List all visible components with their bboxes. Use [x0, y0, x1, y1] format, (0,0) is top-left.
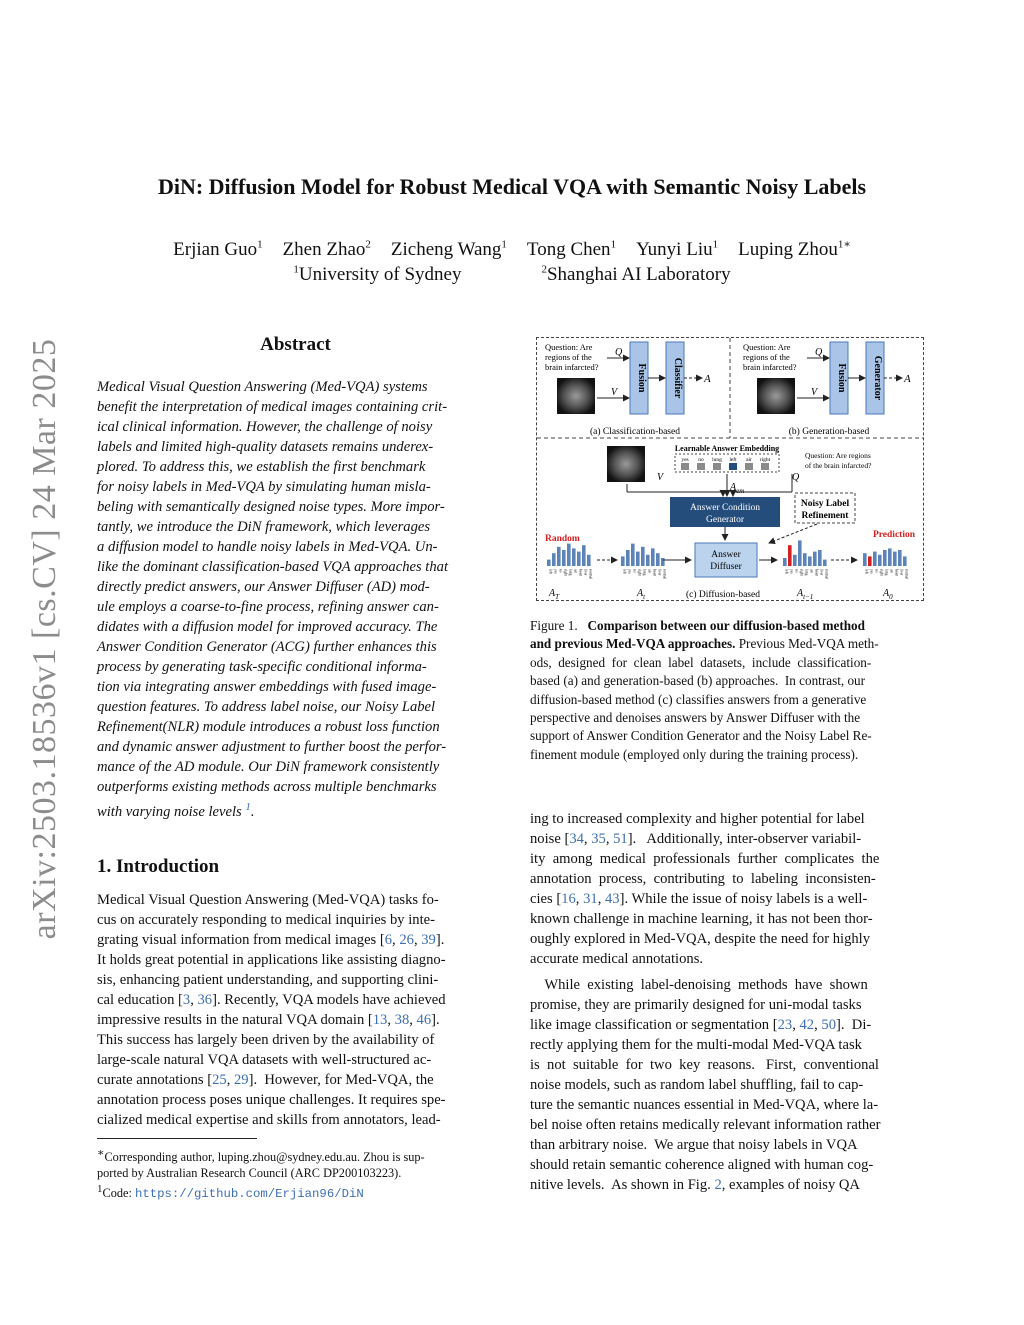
histogram-bar [793, 555, 797, 566]
histogram-bar-label: lung [884, 569, 889, 576]
panel-c-atminus1-symbol: $A_{t-1}$ [797, 588, 814, 600]
introduction-heading: 1. Introduction [97, 856, 220, 877]
panel-b-question-3: brain infarcted? [743, 362, 797, 372]
introduction-line: cal education [3, 36]. Recently, VQA models have achieved [97, 992, 446, 1008]
citation-link[interactable]: 25 [212, 1072, 227, 1088]
abstract-line: beling with semantically designed noise types. More impor- [97, 499, 445, 515]
histogram-bar [636, 552, 640, 566]
citation-link[interactable]: 42 [799, 1017, 815, 1033]
histogram-bar [898, 550, 902, 566]
panel-c-ad-label-1: Answer [711, 550, 741, 560]
author-3: Zicheng Wang$^1$ [390, 239, 507, 261]
panel-a-question-1: Question: Are [545, 342, 593, 352]
panel-c-embedding-title: Learnable Answer Embedding [674, 444, 780, 453]
histogram-bar [803, 553, 807, 566]
right-column-line: like image classification or segmentation [23, 42, 50]. Di- [530, 1017, 872, 1033]
right-column-line: rectly applying them for the multi-modal Med-VQA task [530, 1037, 862, 1053]
histogram-bar-label: right [879, 569, 884, 576]
histogram-bar-label: lung [642, 569, 647, 576]
histogram-bar-label: left [864, 569, 869, 574]
citation-link[interactable]: 23 [777, 1017, 793, 1033]
citation-link[interactable]: 16 [561, 891, 576, 907]
histogram-bar-label: normal [588, 569, 593, 580]
right-column-line: noise models, such as random label shuffling, fail to cap- [530, 1077, 864, 1093]
author-1: Erjian Guo$^1$ [173, 239, 263, 261]
abstract-line: process by generating task-specific conditional informa- [97, 659, 427, 675]
histogram-bar-label: no [874, 569, 879, 573]
abstract-line: ical clinical information. However, the challenge of noisy [97, 419, 433, 435]
right-column-line: noise [34, 35, 51]. Additionally, inter-observer variabil- [530, 831, 862, 847]
histogram-bar-label: normal [904, 569, 909, 580]
paper-title: DiN: Diffusion Model for Robust Medical VQA with Semantic Noisy Labels [157, 174, 867, 199]
right-column-line: ture the semantic nuances essential in Med-VQA, where la- [530, 1097, 879, 1113]
histogram-bar [631, 544, 635, 566]
abstract-line: like the dominant classification-based VQA approaches that [97, 559, 449, 575]
histogram-bar [567, 544, 571, 566]
panel-c-bars-xt1 [783, 540, 829, 579]
abstract-line: Medical Visual Question Answering (Med-VQA) systems [97, 379, 428, 395]
histogram-bar [547, 560, 551, 566]
abstract-last-line: with varying noise levels $^1$. [97, 801, 255, 820]
citation-link[interactable]: 38 [394, 1012, 410, 1028]
arxiv-identifier: arXiv:2503.18536v1 [cs.CV] 24 Mar 2025 [26, 338, 63, 940]
author-4: Tong Chen$^1$ [526, 239, 617, 261]
histogram-bar [868, 556, 872, 566]
figure-1-caption [530, 617, 879, 764]
abstract-line: mance of the AD module. Our DiN framework consistently [97, 759, 440, 775]
panel-a-v-symbol: V [611, 387, 618, 398]
figure-1 [536, 337, 924, 601]
right-column-line: ity among medical professionals further complicates the [530, 851, 880, 867]
panel-a-question-2: regions of the [545, 352, 592, 362]
histogram-bar-label: heart [894, 569, 899, 577]
histogram-bar-label: no [558, 569, 563, 573]
author-5: Yunyi Liu$^1$ [636, 239, 719, 261]
panel-c-embedding-cells [681, 456, 771, 470]
histogram-bar [798, 540, 802, 566]
histogram-bar [813, 552, 817, 566]
histogram-bar-label: air [889, 569, 894, 573]
introduction-line: cus on accurately responding to medical inquiries by inte- [97, 912, 435, 928]
histogram-bar [788, 545, 792, 566]
introduction-line: sis, enhancing patient understanding, and supporting clini- [97, 972, 439, 988]
affiliation-list [0, 264, 1024, 286]
panel-c-bars-xt [621, 544, 667, 580]
histogram-bar-label: liver [583, 569, 588, 576]
citation-link[interactable]: 3 [182, 992, 191, 1008]
introduction-line: Medical Visual Question Answering (Med-VQA) tasks fo- [97, 892, 439, 908]
panel-b-generator-label: Generator [872, 355, 883, 401]
histogram-bar [562, 550, 566, 566]
citation-link[interactable]: 46 [416, 1012, 432, 1028]
panel-c [545, 444, 916, 600]
citation-link[interactable]: 29 [233, 1072, 249, 1088]
citation-link[interactable]: 39 [421, 932, 436, 948]
right-column-line: ing to increased complexity and higher potential for label [530, 811, 865, 827]
abstract-line: outperforms existing methods across multiple benchmarks [97, 779, 437, 795]
right-column-line: promise, they are primarily designed for uni-modal tasks [530, 997, 862, 1013]
histogram-bar-label: right [637, 569, 642, 576]
histogram-bar [572, 548, 576, 566]
histogram-bar [587, 555, 591, 566]
abstract-line: ule employs a coarse-to-fine process, refining answer can- [97, 599, 439, 615]
footnote-code [97, 1181, 425, 1202]
panel-c-question-2: of the brain infarcted? [805, 461, 872, 470]
introduction-line: This success has largely been driven by the availability of [97, 1032, 435, 1048]
caption-line: finement module (employed only during the training process). [530, 746, 859, 762]
embedding-word: lung [712, 457, 722, 463]
histogram-bar [883, 550, 887, 566]
footnote-code-label: Code: [102, 1186, 135, 1201]
panel-c-random-label: Random [545, 534, 580, 544]
caption-line: and previous Med-VQA approaches. Previous Med-VQA meth- [530, 636, 879, 652]
panel-c-at-symbol: $A_T$ [549, 588, 560, 600]
histogram-bar-label: yes [869, 569, 874, 574]
embedding-cell [729, 463, 737, 470]
histogram-bar [552, 553, 556, 566]
panel-c-q-symbol: Q [792, 472, 800, 483]
panel-c-a0-symbol: $A_0$ [883, 588, 893, 600]
histogram-bar-label: left [548, 569, 553, 574]
introduction-line: cialized medical expertise and skills from annotators, lead- [97, 1112, 441, 1128]
embedding-word: no [698, 457, 704, 463]
histogram-bar-label: liver [819, 569, 824, 576]
histogram-bar [582, 545, 586, 566]
panel-a-brain-mri [557, 378, 595, 414]
figure-1-diagram [537, 338, 923, 600]
abstract-line: benefit the interpretation of medical images containing crit- [97, 399, 448, 415]
panel-c-v-symbol: V [657, 472, 664, 483]
citation-link[interactable]: 50 [821, 1017, 836, 1033]
introduction-body [97, 890, 446, 1130]
histogram-bar [903, 556, 907, 566]
abstract-line: for noisy labels in Med-VQA by simulating human misla- [97, 479, 431, 495]
panel-b-question-2: regions of the [743, 352, 790, 362]
right-column-line: nitive levels. As shown in Fig. 2, examples of noisy QA [530, 1177, 860, 1193]
panel-a-caption: (a) Classification-based [590, 427, 680, 437]
histogram-bar-label: no [632, 569, 637, 573]
histogram-bar-label: liver [657, 569, 662, 576]
right-column-line: While existing label-denoising methods have shown [530, 977, 868, 993]
embedding-cell [681, 463, 689, 470]
histogram-bar [656, 553, 660, 566]
caption-line: Figure 1. Comparison between our diffusion-based method [530, 618, 865, 633]
histogram-bar-label: heart [652, 569, 657, 577]
histogram-bar-label: left [784, 569, 789, 574]
embedding-cell [697, 463, 705, 470]
histogram-bar [888, 548, 892, 566]
panel-c-prediction-label: Prediction [872, 530, 915, 540]
histogram-bar [646, 555, 650, 566]
abstract-line: labels and limited high-quality datasets remains underex- [97, 439, 434, 455]
footnote-corresponding-line1: Corresponding author, luping.zhou@sydney.edu.au. Zhou is sup- [104, 1150, 425, 1165]
histogram-bar-label: normal [824, 569, 829, 580]
panel-b-a-symbol: A [904, 373, 911, 385]
caption-label: Figure 1. [530, 618, 588, 633]
histogram-bar-label: left [622, 569, 627, 574]
right-column-line: cies [16, 31, 43]. While the issue of noisy labels is a well- [530, 891, 868, 907]
introduction-line: large-scale natural VQA datasets with well-structured ac- [97, 1052, 432, 1068]
right-column-line: than arbitrary noise. We argue that noisy labels in VQA [530, 1137, 858, 1153]
right-column-line: bel noise often retains medically relevant information rather [530, 1117, 881, 1133]
histogram-bar [626, 550, 630, 566]
right-column-line: oughly explored in Med-VQA, despite the need for highly [530, 931, 871, 947]
histogram-bar [873, 552, 877, 566]
abstract-line: plored. To address this, we establish the first benchmark [97, 459, 426, 475]
panel-c-nlr-label-1: Noisy Label [800, 499, 850, 509]
citation-link[interactable]: 6 [384, 932, 393, 948]
citation-link[interactable]: 2 [714, 1177, 722, 1193]
histogram-bar [557, 547, 561, 566]
caption-line: based (a) and generation-based (b) approaches. In contrast, our [530, 673, 866, 689]
panel-c-aem-symbol: $A_{em}$ [730, 482, 745, 495]
right-column-line: accurate medical annotations. [530, 951, 704, 967]
caption-line: perspective and denoises answers by Answer Diffuser with the [530, 710, 861, 726]
abstract-line: a diffusion model to handle noisy labels in Med-VQA. Un- [97, 539, 438, 555]
citation-link[interactable]: 51 [613, 831, 628, 847]
histogram-bar-label: air [809, 569, 814, 573]
affiliation-1: $^1$University of Sydney [293, 264, 462, 286]
abstract-line: Refinement(NLR) module introduces a robust loss function [97, 719, 440, 735]
panel-c-nlr-label-2: Refinement [801, 511, 849, 521]
panel-b-question-1: Question: Are [743, 342, 791, 352]
panel-c-bars-random [547, 544, 593, 580]
histogram-bar-label: normal [662, 569, 667, 580]
panel-b-brain-mri [757, 378, 795, 414]
embedding-word: yes [681, 457, 689, 463]
panel-c-brain-mri [607, 446, 645, 482]
abstract-line: didates with a diffusion model for improved accuracy. The [97, 619, 438, 635]
panel-c-ad-label-2: Diffuser [710, 562, 742, 572]
histogram-bar [651, 548, 655, 566]
footnote-divider [97, 1138, 257, 1139]
panel-c-caption: (c) Diffusion-based [686, 590, 760, 600]
panel-a-fusion-label: Fusion [636, 363, 647, 393]
embedding-word: left [729, 457, 737, 463]
abstract-line: tantly, we introduce the DiN framework, which leverages [97, 519, 431, 535]
citation-link[interactable]: 36 [197, 992, 213, 1008]
histogram-bar-label: right [799, 569, 804, 576]
abstract-line: directly predict answers, our Answer Diffuser (AD) mod- [97, 579, 430, 595]
histogram-bar-label: yes [789, 569, 794, 574]
histogram-bar [893, 552, 897, 566]
footnotes [97, 1145, 425, 1202]
panel-a-q-symbol: Q [615, 347, 623, 358]
histogram-bar-label: yes [553, 569, 558, 574]
right-column-line: should retain semantic coherence aligned with human cog- [530, 1157, 874, 1173]
citation-link[interactable]: 34 [569, 831, 584, 847]
panel-b-q-symbol: Q [815, 347, 823, 358]
histogram-bar [863, 553, 867, 566]
abstract-line: Answer Condition Generator (ACG) further enhances this [97, 639, 437, 655]
panel-a-a-symbol: A [704, 373, 711, 385]
right-column-line: annotation process, contributing to labeling inconsisten- [530, 871, 876, 887]
caption-line: support of Answer Condition Generator and the Noisy Label Re- [530, 728, 872, 744]
histogram-bar-label: no [794, 569, 799, 573]
panel-a [545, 342, 711, 437]
histogram-bar [878, 555, 882, 566]
citation-link[interactable]: 31 [583, 891, 598, 907]
footnote-corresponding [97, 1145, 425, 1165]
histogram-bar [818, 550, 822, 566]
panel-c-acg-label-1: Answer Condition [690, 503, 760, 513]
affiliation-2: $^2$Shanghai AI Laboratory [541, 264, 731, 286]
embedding-word: air [746, 457, 752, 463]
embedding-cell [713, 463, 721, 470]
histogram-bar-label: yes [627, 569, 632, 574]
abstract-line: and dynamic answer adjustment to further boost the perfor- [97, 739, 447, 755]
histogram-bar-label: air [573, 569, 578, 573]
histogram-bar-label: lung [804, 569, 809, 576]
panel-b-fusion-label: Fusion [836, 363, 847, 393]
introduction-line: It holds great potential in applications like assisting diagno- [97, 952, 446, 968]
caption-line: diffusion-based method (c) classifies answers from a generative [530, 691, 867, 707]
author-list [0, 238, 1024, 261]
introduction-line: annotation process poses unique challenges. It requires spe- [97, 1092, 446, 1108]
panel-b [743, 342, 911, 437]
histogram-bar-label: lung [568, 569, 573, 576]
code-repo-link[interactable]: https://github.com/Erjian96/DiN [134, 1187, 364, 1202]
footnote-corresponding-marker: ∗ [97, 1147, 105, 1159]
panel-c-acg-label-2: Generator [706, 515, 744, 525]
panel-c-question-1: Question: Are regions [805, 451, 871, 460]
citation-link[interactable]: 43 [604, 891, 620, 907]
histogram-bar-label: liver [899, 569, 904, 576]
author-2: Zhen Zhao$^2$ [282, 239, 371, 261]
citation-link[interactable]: 26 [399, 932, 414, 948]
abstract-line: question features. To address label noise, our Noisy Label [97, 699, 436, 715]
histogram-bar [783, 558, 787, 566]
histogram-bar [577, 552, 581, 566]
citation-link[interactable]: 35 [591, 831, 606, 847]
introduction-line: impressive results in the natural VQA domain [13, 38, 46]. [97, 1012, 440, 1028]
histogram-bar-label: heart [578, 569, 583, 577]
embedding-word: right [759, 457, 771, 463]
embedding-cell [761, 463, 769, 470]
introduction-line: curate annotations [25, 29]. However, for Med-VQA, the [97, 1072, 434, 1088]
histogram-bar [661, 558, 665, 566]
embedding-cell [745, 463, 753, 470]
abstract-body [97, 377, 448, 822]
abstract-heading: Abstract [260, 334, 331, 355]
histogram-bar-label: heart [814, 569, 819, 577]
introduction-line: grating visual information from medical images [6, 26, 39]. [97, 932, 445, 948]
histogram-bar [823, 560, 827, 566]
citation-link[interactable]: 13 [372, 1012, 388, 1028]
panel-a-classifier-label: Classifier [672, 357, 683, 399]
histogram-bar-label: air [647, 569, 652, 573]
histogram-bar-label: right [563, 569, 568, 576]
right-column-body [530, 809, 881, 1195]
panel-a-question-3: brain infarcted? [545, 362, 599, 372]
author-6: Luping Zhou$^{1∗}$ [738, 239, 851, 261]
histogram-bar [641, 547, 645, 566]
histogram-bar [808, 556, 812, 566]
right-column-line: known challenge in machine learning, it has not been thor- [530, 911, 873, 927]
panel-b-caption: (b) Generation-based [788, 427, 870, 437]
right-column-line: is not suitable for two key reasons. First, conventional [530, 1057, 879, 1073]
histogram-bar [621, 556, 625, 566]
abstract-line: tion via integrating answer embeddings with fused image- [97, 679, 437, 695]
panel-b-v-symbol: V [811, 387, 818, 398]
footnote-corresponding-line2: ported by Australian Research Council (ARC DP200103223). [97, 1166, 402, 1181]
footnote-ref[interactable]: 1 [245, 801, 251, 813]
caption-line: ods, designed for clean label datasets, include classification- [530, 654, 872, 670]
panel-c-bars-x0 [863, 548, 909, 579]
footnote-code-marker: 1 [97, 1183, 103, 1196]
panel-c-atime-symbol: $A_t$ [637, 588, 646, 600]
